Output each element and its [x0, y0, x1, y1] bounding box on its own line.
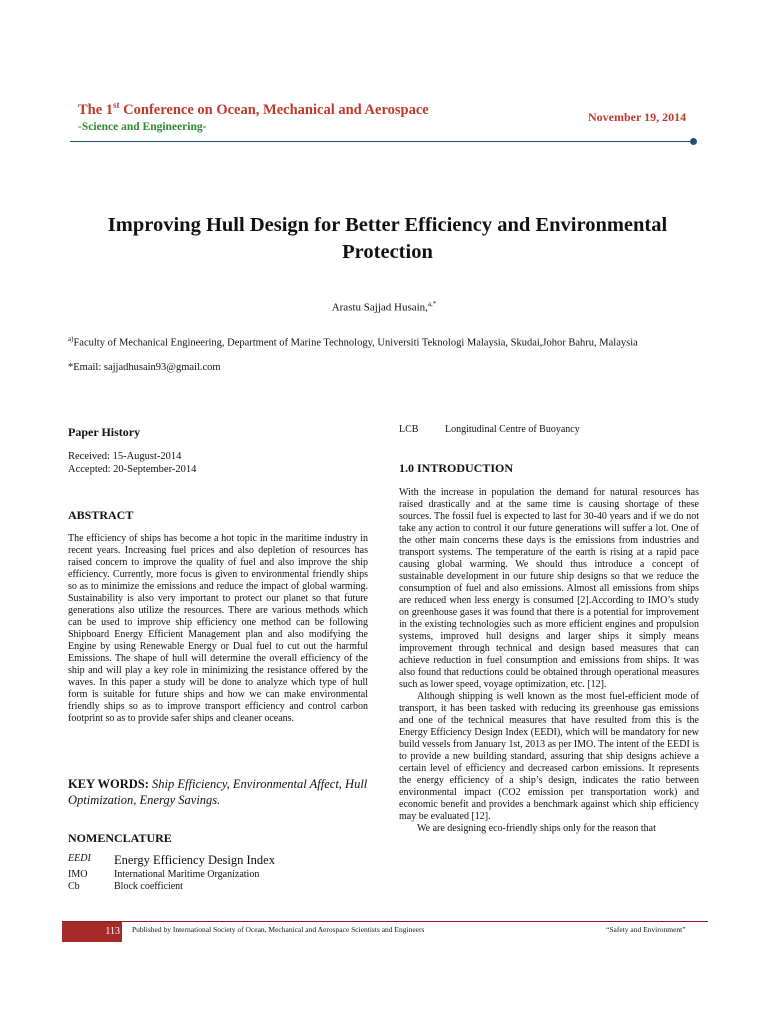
nomenclature-def: Block coefficient — [114, 881, 183, 893]
nomenclature-heading: NOMENCLATURE — [68, 831, 172, 845]
nomenclature-continued — [399, 424, 699, 437]
nomenclature-row — [68, 869, 368, 882]
author-line: Arastu Sajjad Husain,$^{a,*}$ — [331, 300, 437, 314]
nomenclature-def: International Maritime Organization — [114, 868, 260, 880]
affiliation: $^{a)}$Faculty of Mechanical Engineering, Department of Marine Technology, Universiti Teknologi Malaysia, Skudai,Johor Bahru, Malaysia — [68, 335, 638, 349]
abstract-heading: ABSTRACT — [68, 508, 134, 522]
introduction-heading: 1.0 INTRODUCTION — [399, 461, 514, 475]
intro-paragraph-1: With the increase in population the demand for natural resources has raised drastically and at the same time is causing shortage of these sources. The fossil fuel is expected to last for 30-40 years and if we do not take any action to control it our future generations will suffer a lot. One of the other main concerns these days is the emissions from industries and transport systems. The temperature of the earth is rising at a rapid pace causing global warming. We should thus introduce a concept of sustainable development in our future ship designs so that we reduce the consumption of fuel and also emissions. Almost all emissions from ships are reduced when less energy is consumed [2].According to IMO’s study on greenhouse gases it was found that there is a potential for improvement in the existing technologies such as more efficient engines and propulsion systems, improved hull designs and larger ships it simply means improvement through technical and design based measures that can achieve reduction in fuel consumption and emissions from ships. It was also found that reductions could be obtained through operational measures such as lower speed, voyage optimization, etc. [12]. — [399, 487, 699, 690]
nomenclature-abbr: IMO — [68, 868, 88, 880]
conference-date: November 19, 2014 — [588, 110, 687, 124]
footer-slogan: “Safety and Environment” — [606, 925, 686, 934]
abstract-text: The efficiency of ships has become a hot topic in the maritime industry in recent years. Increasing fuel prices and also depletion of resources has raised concern to improve the quality of fuel and also improve the ship efficiency. Currently, more focus is given to environmental friendly ships so as to minimize the emissions and reduce the impact of global warming. Sustainability is also very important to protect our planet so that future generations also utilize the resources. There are various methods which can be used to improve ship efficiency one method can be following Shipboard Energy Efficient Management plan and also modifying the Engine by using Renewable Energy or Dual fuel to cut out the harmful Emissions. The shape of hull will determine the overall efficiency of the ship and will play a key role in minimizing the resistance offered by the waves. In this paper a study will be done to analyze which type of hull form is suitable for future ships and how we can make environmental friendly ships so as to improve transport efficiency and control carbon footprint so as to provide safer ships and cleaner oceans. — [68, 533, 368, 724]
introduction-body — [399, 487, 699, 835]
received-date: Received: 15-August-2014 — [68, 451, 182, 462]
nomenclature-abbr: LCB — [399, 424, 419, 435]
publisher-note: Published by International Society of Ocean, Mechanical and Aerospace Scientists and Engineers — [132, 925, 425, 934]
nomenclature-row — [68, 853, 368, 869]
nomenclature-list — [68, 853, 368, 894]
author-email: *Email: sajjadhusain93@gmail.com — [68, 362, 221, 373]
intro-paragraph-3: We are designing eco-friendly ships only for the reason that — [417, 823, 656, 834]
accepted-date: Accepted: 20-September-2014 — [68, 464, 197, 475]
conference-subtitle: -Science and Engineering- — [78, 121, 207, 133]
keywords: KEY WORDS: Ship Efficiency, Environmental Affect, Hull Optimization, Energy Savings. — [68, 777, 368, 808]
nomenclature-row — [399, 424, 699, 437]
nomenclature-row — [68, 881, 368, 894]
intro-paragraph-2: Although shipping is well known as the most fuel-efficient mode of transport, it has been tasked with reducing its greenhouse gas emissions and one of the technical measures that have resulted from this is the Energy Efficiency Design Index (EEDI), which will be mandatory for new build vessels from January 1st, 2013 as per IMO. The intent of the EEDI is to provide a new building standard, assuring that ship designs achieve a certain level of efficiency and decreased carbon emissions. It represents the energy efficiency of a ship’s design, indicates the ratio between environmental impact (CO2 emission per transportation work) and economic benefit and provides a benchmark against which ship efficiency may be evaluated [12]. — [399, 691, 699, 822]
nomenclature-def: Energy Efficiency Design Index — [114, 853, 275, 867]
paper-history-heading: Paper History — [68, 425, 141, 439]
header-rule-dot — [690, 138, 697, 145]
paper-title: Improving Hull Design for Better Efficiency and Environmental Protection — [107, 214, 668, 264]
header-rule — [70, 141, 692, 142]
footer-rule — [62, 921, 708, 922]
conference-title: The 1st Conference on Ocean, Mechanical and Aerospace — [78, 100, 429, 118]
nomenclature-def: Longitudinal Centre of Buoyancy — [445, 424, 580, 435]
page-number: 113 — [105, 926, 120, 937]
nomenclature-abbr: Cb — [68, 881, 80, 893]
nomenclature-abbr: EEDI — [68, 853, 91, 864]
